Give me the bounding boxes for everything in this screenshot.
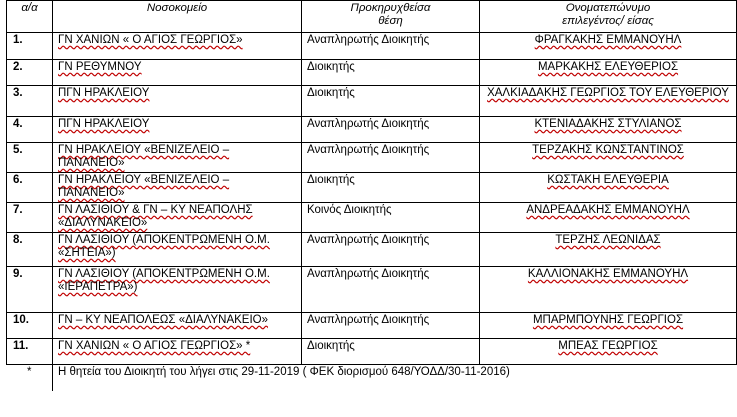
header-aa: α/α [7,1,53,33]
row-position: Αναπληρωτής Διοικητής [302,143,480,173]
row-number: 4. [7,117,53,143]
row-hospital: ΓΝ – ΚΥ ΝΕΑΠΟΛΕΩΣ «ΔΙΑΛΥΝΑΚΕΙΟ» [53,313,302,339]
document [6,0,737,391]
row-hospital: ΓΝ ΗΡΑΚΛΕΙΟΥ «ΒΕΝΙΖΕΛΕΙΟ – ΠΑΝΑΝΕΙΟ» [53,143,302,173]
row-name: ΑΝΔΡΕΑΔΑΚΗΣ ΕΜΜΑΝΟΥΗΛ [480,203,737,233]
row-position: Αναπληρωτής Διοικητής [302,33,480,60]
appointments-table [6,0,737,391]
row-number: 7. [7,203,53,233]
row-name: ΤΕΡΖΗΣ ΛΕΩΝΙΔΑΣ [480,233,737,267]
row-position: Κοινός Διοικητής [302,203,480,233]
table-header-row [7,1,737,33]
row-number: 9. [7,267,53,313]
row-number: 2. [7,60,53,86]
table-row [7,313,737,339]
row-name: ΜΑΡΚΑΚΗΣ ΕΛΕΥΘΕΡΙΟΣ [480,60,737,86]
table-row [7,86,737,117]
row-number: 8. [7,233,53,267]
footnote-text: Η θητεία του Διοικητή του λήγει στις 29-11-2019 ( ΦΕΚ διορισμού 648/ΥΟΔΔ/30-11-2016) [53,365,737,391]
row-hospital: ΠΓΝ ΗΡΑΚΛΕΙΟΥ [53,86,302,117]
row-hospital: ΓΝ ΗΡΑΚΛΕΙΟΥ «ΒΕΝΙΖΕΛΕΙΟ – ΠΑΝΑΝΕΙΟ» [53,173,302,203]
row-position: Διοικητής [302,60,480,86]
row-hospital: ΓΝ ΡΕΘΥΜΝΟΥ [53,60,302,86]
row-position: Αναπληρωτής Διοικητής [302,233,480,267]
row-position: Διοικητής [302,339,480,365]
row-name: ΚΑΛΛΙΟΝΑΚΗΣ ΕΜΜΑΝΟΥΗΛ [480,267,737,313]
row-name: ΚΤΕΝΙΑΔΑΚΗΣ ΣΤΥΛΙΑΝΟΣ [480,117,737,143]
table-row [7,203,737,233]
row-hospital: ΓΝ ΛΑΣΙΘΙΟΥ (ΑΠΟΚΕΝΤΡΩΜΕΝΗ Ο.Μ. «ΙΕΡΑΠΕΤΡΑ») [53,267,302,313]
row-hospital: ΓΝ ΧΑΝΙΩΝ « Ο ΑΓΙΟΣ ΓΕΩΡΓΙΟΣ» * [53,339,302,365]
row-name: ΤΕΡΖΑΚΗΣ ΚΩΝΣΤΑΝΤΙΝΟΣ [480,143,737,173]
row-name: ΜΠΕΑΣ ΓΕΩΡΓΙΟΣ [480,339,737,365]
table-row [7,173,737,203]
header-name-line1: Ονοματεπώνυμο [565,2,651,14]
footnote-marker: * [7,365,53,391]
header-position-line2: θέση [378,15,403,27]
row-name: ΚΩΣΤΑΚΗ ΕΛΕΥΘΕΡΙΑ [480,173,737,203]
row-name: ΜΠΑΡΜΠΟΥΝΗΣ ΓΕΩΡΓΙΟΣ [480,313,737,339]
row-hospital: ΓΝ ΛΑΣΙΘΙΟΥ & ΓΝ – ΚΥ ΝΕΑΠΟΛΗΣ «ΔΙΑΛΥΝΑΚΕΙΟ» [53,203,302,233]
row-number: 11. [7,339,53,365]
row-position: Αναπληρωτής Διοικητής [302,267,480,313]
row-name: ΦΡΑΓΚΑΚΗΣ ΕΜΜΑΝΟΥΗΛ [480,33,737,60]
row-position: Αναπληρωτής Διοικητής [302,117,480,143]
row-position: Διοικητής [302,173,480,203]
table-row [7,143,737,173]
row-name: ΧΑΛΚΙΑΔΑΚΗΣ ΓΕΩΡΓΙΟΣ ΤΟΥ ΕΛΕΥΘΕΡΙΟΥ [480,86,737,117]
table-row [7,60,737,86]
row-hospital: ΓΝ ΧΑΝΙΩΝ « Ο ΑΓΙΟΣ ΓΕΩΡΓΙΟΣ» [53,33,302,60]
row-number: 10. [7,313,53,339]
table-row [7,267,737,313]
header-name-line2: επιλεγέντος/ είσας [562,15,654,27]
table-row [7,33,737,60]
row-hospital: ΠΓΝ ΗΡΑΚΛΕΙΟΥ [53,117,302,143]
row-hospital: ΓΝ ΛΑΣΙΘΙΟΥ (ΑΠΟΚΕΝΤΡΩΜΕΝΗ Ο.Μ. «ΣΗΤΕΙΑ») [53,233,302,267]
footnote-row [7,365,737,391]
row-number: 3. [7,86,53,117]
row-number: 6. [7,173,53,203]
header-position [302,1,480,33]
header-hospital: Νοσοκομείο [53,1,302,33]
row-position: Αναπληρωτής Διοικητής [302,313,480,339]
row-number: 1. [7,33,53,60]
table-row [7,339,737,365]
header-name [480,1,737,33]
table-row [7,117,737,143]
row-number: 5. [7,143,53,173]
table-row [7,233,737,267]
row-position: Διοικητής [302,86,480,117]
header-position-line1: Προκηρυχθείσα [350,2,431,14]
